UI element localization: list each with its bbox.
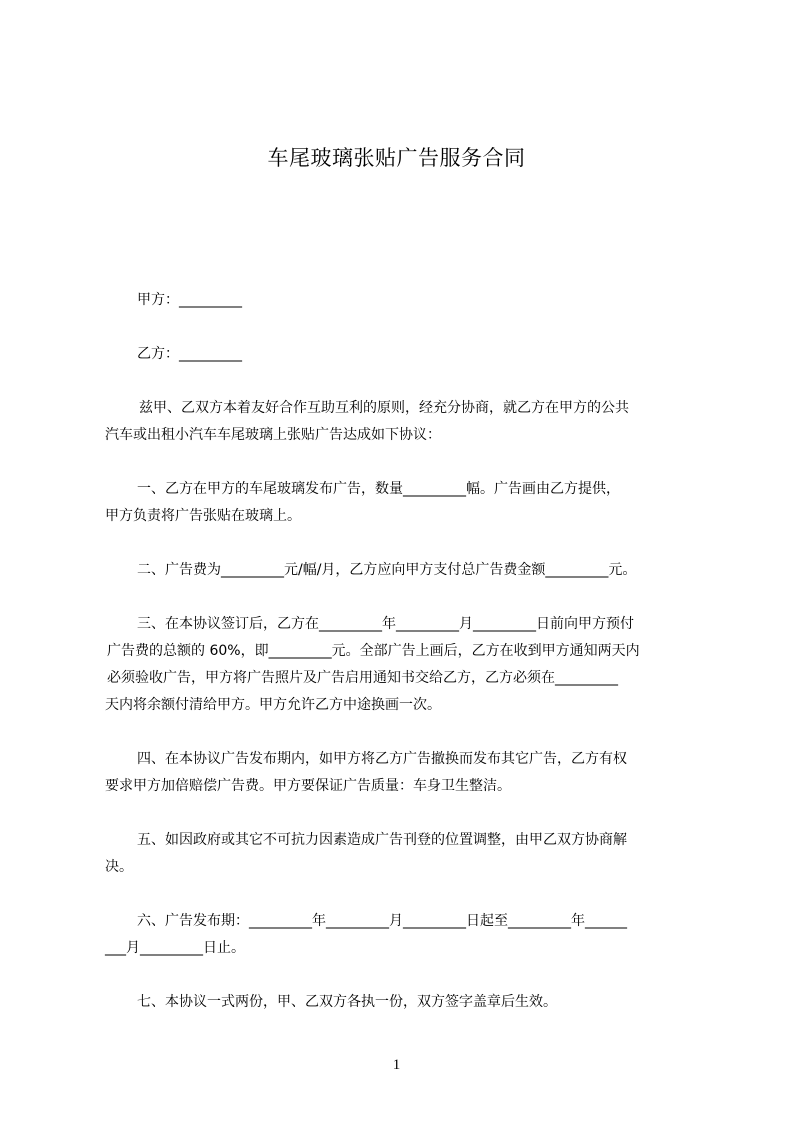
page-number: 1 (392, 1057, 401, 1073)
document-title: 车尾玻璃张贴广告服务合同 (267, 146, 526, 170)
clause-4-line-1: 四、在本协议广告发布期内，如甲方将乙方广告撤换而发布其它广告，乙方有权 (137, 751, 627, 767)
party-b-line: 乙方：_________ (137, 346, 242, 362)
clause-1-line-2: 甲方负责将广告张贴在玻璃上。 (105, 508, 301, 524)
clause-2-line-1: 二、广告费为_________元/幅/月，乙方应向甲方支付总广告费金额_________元。 (137, 562, 637, 578)
clause-5-line-1: 五、如因政府或其它不可抗力因素造成广告刊登的位置调整，由甲乙双方协商解 (137, 832, 627, 848)
preamble-line-2: 汽车或出租小汽车车尾玻璃上张贴广告达成如下协议： (105, 427, 441, 443)
clause-4-line-2: 要求甲方加倍赔偿广告费。甲方要保证广告质量：车身卫生整洁。 (105, 778, 511, 794)
clause-3-line-2: 广告费的总额的 60%，即_________元。全部广告上画后，乙方在收到甲方通知两天内 (107, 643, 640, 659)
clause-3-line-1: 三、在本协议签订后，乙方在_________年_________月_________日前向甲方预付 (137, 616, 634, 632)
clause-7-line-1: 七、本协议一式两份，甲、乙双方各执一份，双方签字盖章后生效。 (137, 994, 557, 1010)
clause-6-line-2: ___月_________日止。 (105, 940, 245, 956)
clause-1-line-1: 一、乙方在甲方的车尾玻璃发布广告，数量_________幅。广告画由乙方提供， (137, 481, 620, 497)
party-a-line: 甲方：_________ (137, 292, 242, 308)
clause-3-line-3: 必须验收广告，甲方将广告照片及广告启用通知书交给乙方，乙方必须在_________ (107, 670, 618, 686)
clause-3-line-4: 天内将余额付清给甲方。甲方允许乙方中途换画一次。 (105, 697, 441, 713)
clause-6-line-1: 六、广告发布期：_________年_________月_________日起至_________年______ (137, 913, 627, 929)
preamble-line-1: 兹甲、乙双方本着友好合作互助互利的原则，经充分协商，就乙方在甲方的公共 (139, 400, 629, 416)
clause-5-line-2: 决。 (105, 859, 133, 875)
